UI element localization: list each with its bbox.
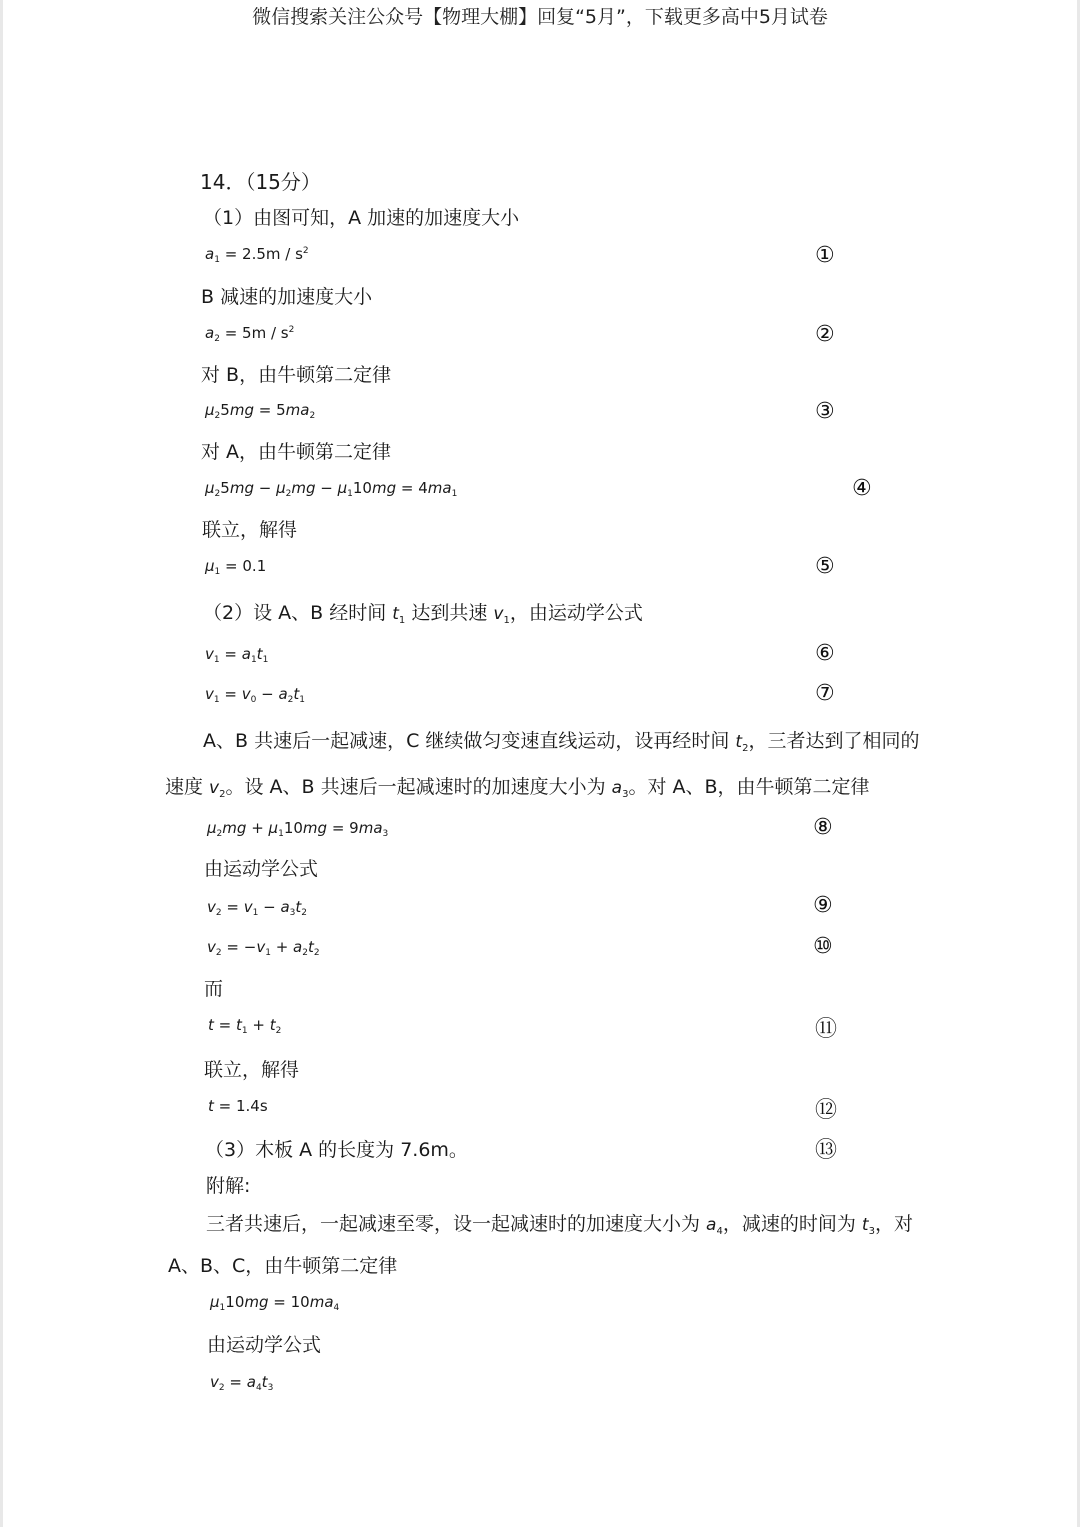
for-a-text: 对 A，由牛顿第二定律 (201, 441, 392, 463)
equation-marker-12: ⑫ (815, 1098, 838, 1123)
part3-answer: （3）木板 A 的长度为 7.6m。 (205, 1139, 468, 1161)
equation-3: $\mu_25mg = 5ma_2$ (205, 401, 316, 421)
equation-marker-1: ① (815, 243, 835, 268)
kinematics-text-2: 由运动学公式 (207, 1334, 322, 1356)
paragraph-1-line-2: 速度 $v_2$。设 A、B 共速后一起减速时的加速度大小为 $a_3$。对 A、B，由牛顿第二定律 (165, 776, 870, 800)
equation-marker-9: ⑨ (813, 893, 833, 918)
paragraph-2-line-2: A、B、C，由牛顿第二定律 (168, 1255, 398, 1277)
equation-5: $\mu_1 = 0.1$ (205, 557, 267, 577)
equation-11: $t = t_1 + t_2$ (208, 1016, 282, 1036)
equation-marker-13: ⑬ (815, 1138, 838, 1163)
part1-intro: （1）由图可知，A 加速的加速度大小 (203, 207, 520, 229)
equation-marker-8: ⑧ (813, 815, 833, 840)
appendix-label: 附解: (206, 1175, 251, 1197)
equation-10: $v_2 = -v_1 + a_2t_2$ (207, 938, 320, 958)
equation-8: $\mu_2mg + \mu_110mg = 9ma_3$ (207, 819, 389, 839)
part2-intro: （2）设 A、B 经时间 $t_1$ 达到共速 $v_1$，由运动学公式 (203, 602, 643, 626)
solve-text-2: 联立，解得 (204, 1059, 300, 1081)
question-title: 14．（15分） (200, 170, 321, 194)
equation-marker-11: ⑪ (815, 1017, 838, 1042)
b-deceleration-text: B 减速的加速度大小 (201, 286, 373, 308)
equation-marker-7: ⑦ (815, 681, 835, 706)
kinematics-text-1: 由运动学公式 (204, 858, 319, 880)
equation-marker-3: ③ (815, 399, 835, 424)
equation-9: $v_2 = v_1 - a_3t_2$ (207, 898, 308, 918)
equation-15: $v_2 = a_4t_3$ (210, 1373, 274, 1393)
equation-1: $a_1 = 2.5m / s^2$ (205, 245, 309, 265)
equation-4: $\mu_25mg - \mu_2mg - \mu_110mg = 4ma_1$ (205, 479, 458, 499)
paragraph-1-line-1: A、B 共速后一起减速，C 继续做匀变速直线运动，设再经时间 $t_2$，三者达到了相同的 (203, 730, 920, 754)
equation-marker-5: ⑤ (815, 554, 835, 579)
equation-marker-2: ② (815, 322, 835, 347)
equation-marker-6: ⑥ (815, 641, 835, 666)
equation-marker-10: ⑩ (813, 934, 833, 959)
equation-7: $v_1 = v_0 - a_2t_1$ (205, 685, 306, 705)
and-text: 而 (204, 978, 224, 1000)
solve-text-1: 联立，解得 (202, 519, 298, 541)
header-banner: 微信搜索关注公众号【物理大棚】回复“5月”，下载更多高中5月试卷 (252, 6, 828, 28)
paragraph-2-line-1: 三者共速后，一起减速至零，设一起减速时的加速度大小为 $a_4$，减速的时间为 $t_3$，对 (206, 1213, 913, 1237)
equation-marker-4: ④ (852, 476, 872, 501)
equation-6: $v_1 = a_1t_1$ (205, 645, 269, 665)
scan-left-edge (0, 0, 3, 1527)
equation-12: t = 1.4s (208, 1097, 268, 1115)
for-b-text: 对 B，由牛顿第二定律 (201, 364, 392, 386)
equation-14: $\mu_110mg = 10ma_4$ (210, 1293, 340, 1313)
equation-2: $a_2 = 5m / s^2$ (205, 324, 295, 344)
